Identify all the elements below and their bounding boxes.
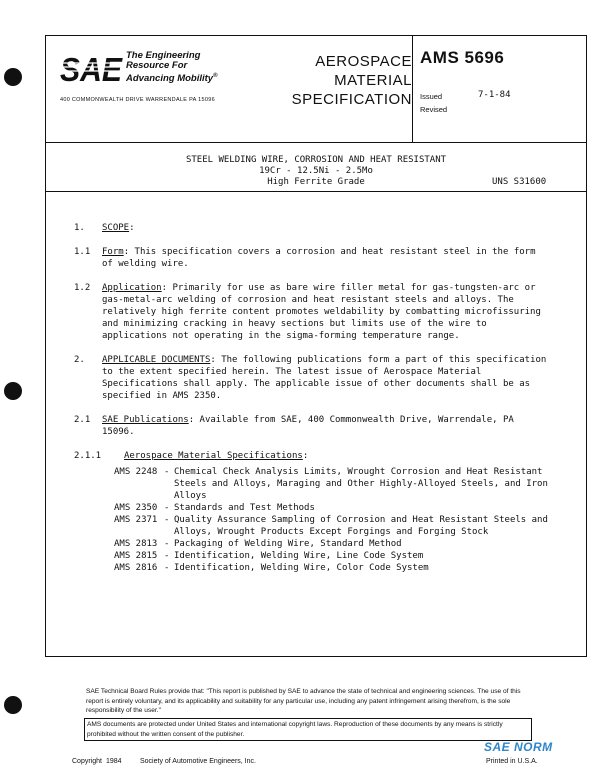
- sae-address: 400 COMMONWEALTH DRIVE WARRENDALE PA 15096: [60, 97, 215, 103]
- section-heading: APPLICABLE DOCUMENTS: [102, 355, 211, 365]
- issued-label: Issued: [420, 92, 443, 101]
- section-1-2: [74, 282, 550, 342]
- section-text: : Primarily for use as bare wire filler metal for gas-tungsten-arc or gas-metal-arc welding of corrosion and heat resistant steels and alloys. The relatively high ferrite content promotes weldability by combatting microfissuring and minimizing cracking in heavy sections but limits use of the wire to applications not operating in the sigma-forming temperature range.: [102, 283, 541, 341]
- copyright-society: Society of Automotive Engineers, Inc.: [140, 758, 256, 765]
- section-heading: SAE Publications: [102, 415, 189, 425]
- reference-title: Packaging of Welding Wire, Standard Method: [174, 539, 402, 549]
- tagline-line-1: The Engineering: [126, 50, 201, 61]
- section-heading: SCOPE: [102, 223, 130, 233]
- spec-grade: High Ferrite Grade: [267, 177, 365, 187]
- section-heading: Form: [102, 247, 124, 257]
- section-number: 2.: [74, 355, 85, 365]
- spec-title: STEEL WELDING WIRE, CORROSION AND HEAT RESISTANT: [185, 155, 447, 165]
- reference-item: AMS 2813 - Packaging of Welding Wire, Standard Method: [114, 538, 550, 550]
- revised-label: Revised: [420, 105, 448, 114]
- section-2: [74, 354, 550, 402]
- sae-tagline: [126, 51, 218, 84]
- copyright-label: Copyright: [72, 758, 102, 765]
- reference-item: AMS 2371 - Quality Assurance Sampling of Corrosion and Heat Resistant Steels and Alloys, Wrought Products Except Forgings and Forging Stock: [114, 514, 550, 538]
- section-number: 1.: [74, 223, 85, 233]
- reference-title: Quality Assurance Sampling of Corrosion and Heat Resistant Steels and Alloys, Wrought Products Except Forgings and Forging Stock: [174, 515, 548, 537]
- reference-code: AMS 2813: [114, 539, 158, 549]
- section-colon: :: [129, 223, 135, 233]
- section-number: 2.1.1: [74, 451, 102, 461]
- spec-frame: [45, 35, 587, 657]
- reference-code: AMS 2350: [114, 503, 158, 513]
- section-2-1-1: [74, 450, 550, 462]
- watermark: SAE NORM: [484, 740, 553, 754]
- reference-title: Identification, Welding Wire, Line Code System: [174, 551, 424, 561]
- reference-code: AMS 2816: [114, 563, 158, 573]
- punch-hole: [4, 68, 22, 86]
- uns-number: UNS S31600: [492, 177, 547, 187]
- section-colon: :: [302, 451, 309, 461]
- spec-body: [74, 222, 550, 574]
- section-text: : This specification covers a corrosion and heat resistant steel in the form of welding wire.: [102, 247, 536, 269]
- section-text: : The following publications form a part of this specification to the extent specified herein. The latest issue of Aerospace Material Specifications shall apply. The applicable issue of other documents shall be as specified in AMS 2350.: [102, 355, 547, 401]
- technical-board-rules: SAE Technical Board Rules provide that: "This report is published by SAE to advance the state of technical and engineering sciences. The use of this report is entirely voluntary, and its applicability and suitability for any particular use, including any patent infringement arising therefrom, is the sole responsibility of the user.": [86, 688, 521, 714]
- section-1: [74, 222, 550, 234]
- reference-item: AMS 2816 - Identification, Welding Wire, Color Code System: [114, 562, 550, 574]
- reference-code: AMS 2371: [114, 515, 158, 525]
- title-rule: [46, 191, 586, 192]
- reference-item: AMS 2815 - Identification, Welding Wire, Line Code System: [114, 550, 550, 562]
- section-1-1: [74, 246, 550, 270]
- reference-list: [114, 466, 550, 574]
- reference-code: AMS 2248: [114, 467, 158, 477]
- punch-hole: [4, 696, 22, 714]
- ams-number: AMS 5696: [420, 48, 505, 67]
- section-number: 1.2: [74, 283, 91, 293]
- header-rule: [46, 142, 586, 143]
- section-2-1: [74, 414, 550, 438]
- reference-item: AMS 2350 - Standards and Test Methods: [114, 502, 550, 514]
- punch-hole: [4, 382, 22, 400]
- section-heading: Application: [102, 283, 162, 293]
- section-number: 1.1: [74, 247, 91, 257]
- section-text: : Available from SAE, 400 Commonwealth Drive, Warrendale, PA 15096.: [102, 415, 514, 437]
- spec-composition: 19Cr - 12.5Ni - 2.5Mo: [259, 166, 373, 176]
- copyright-year: 1984: [106, 758, 122, 765]
- spec-type-line-1: AEROSPACE: [315, 53, 412, 70]
- tagline-line-2: Resource For: [126, 60, 188, 71]
- tagline-line-3: Advancing Mobility®: [126, 73, 218, 85]
- sae-logo-text: SAE: [60, 51, 123, 88]
- issued-date: 7-1-84: [478, 90, 511, 100]
- reference-item: AMS 2248 - Chemical Check Analysis Limits, Wrought Corrosion and Heat Resistant Steels and Alloys, Maraging and Other Highly-Alloyed Steels, and Iron Alloys: [114, 466, 550, 502]
- sae-logo: [60, 50, 124, 90]
- section-heading: Aerospace Material Specifications: [124, 451, 303, 461]
- header-divider: [412, 36, 413, 142]
- spec-type-line-3: SPECIFICATION: [291, 91, 412, 108]
- copyright-notice: AMS documents are protected under United States and international copyright laws. Reproduction of these documents by any means is strictly prohibited without the written consent of the publisher.: [84, 718, 532, 741]
- spec-type-line-2: MATERIAL: [334, 72, 412, 89]
- reference-title: Identification, Welding Wire, Color Code System: [174, 563, 429, 573]
- spec-type: [276, 52, 412, 109]
- reference-title: Standards and Test Methods: [174, 503, 315, 513]
- reference-title: Chemical Check Analysis Limits, Wrought Corrosion and Heat Resistant Steels and Alloys, Maraging and Other Highly-Alloyed Steels, and Iron Alloys: [174, 467, 548, 501]
- section-number: 2.1: [74, 415, 91, 425]
- reference-code: AMS 2815: [114, 551, 158, 561]
- printed-in: Printed in U.S.A.: [486, 758, 538, 765]
